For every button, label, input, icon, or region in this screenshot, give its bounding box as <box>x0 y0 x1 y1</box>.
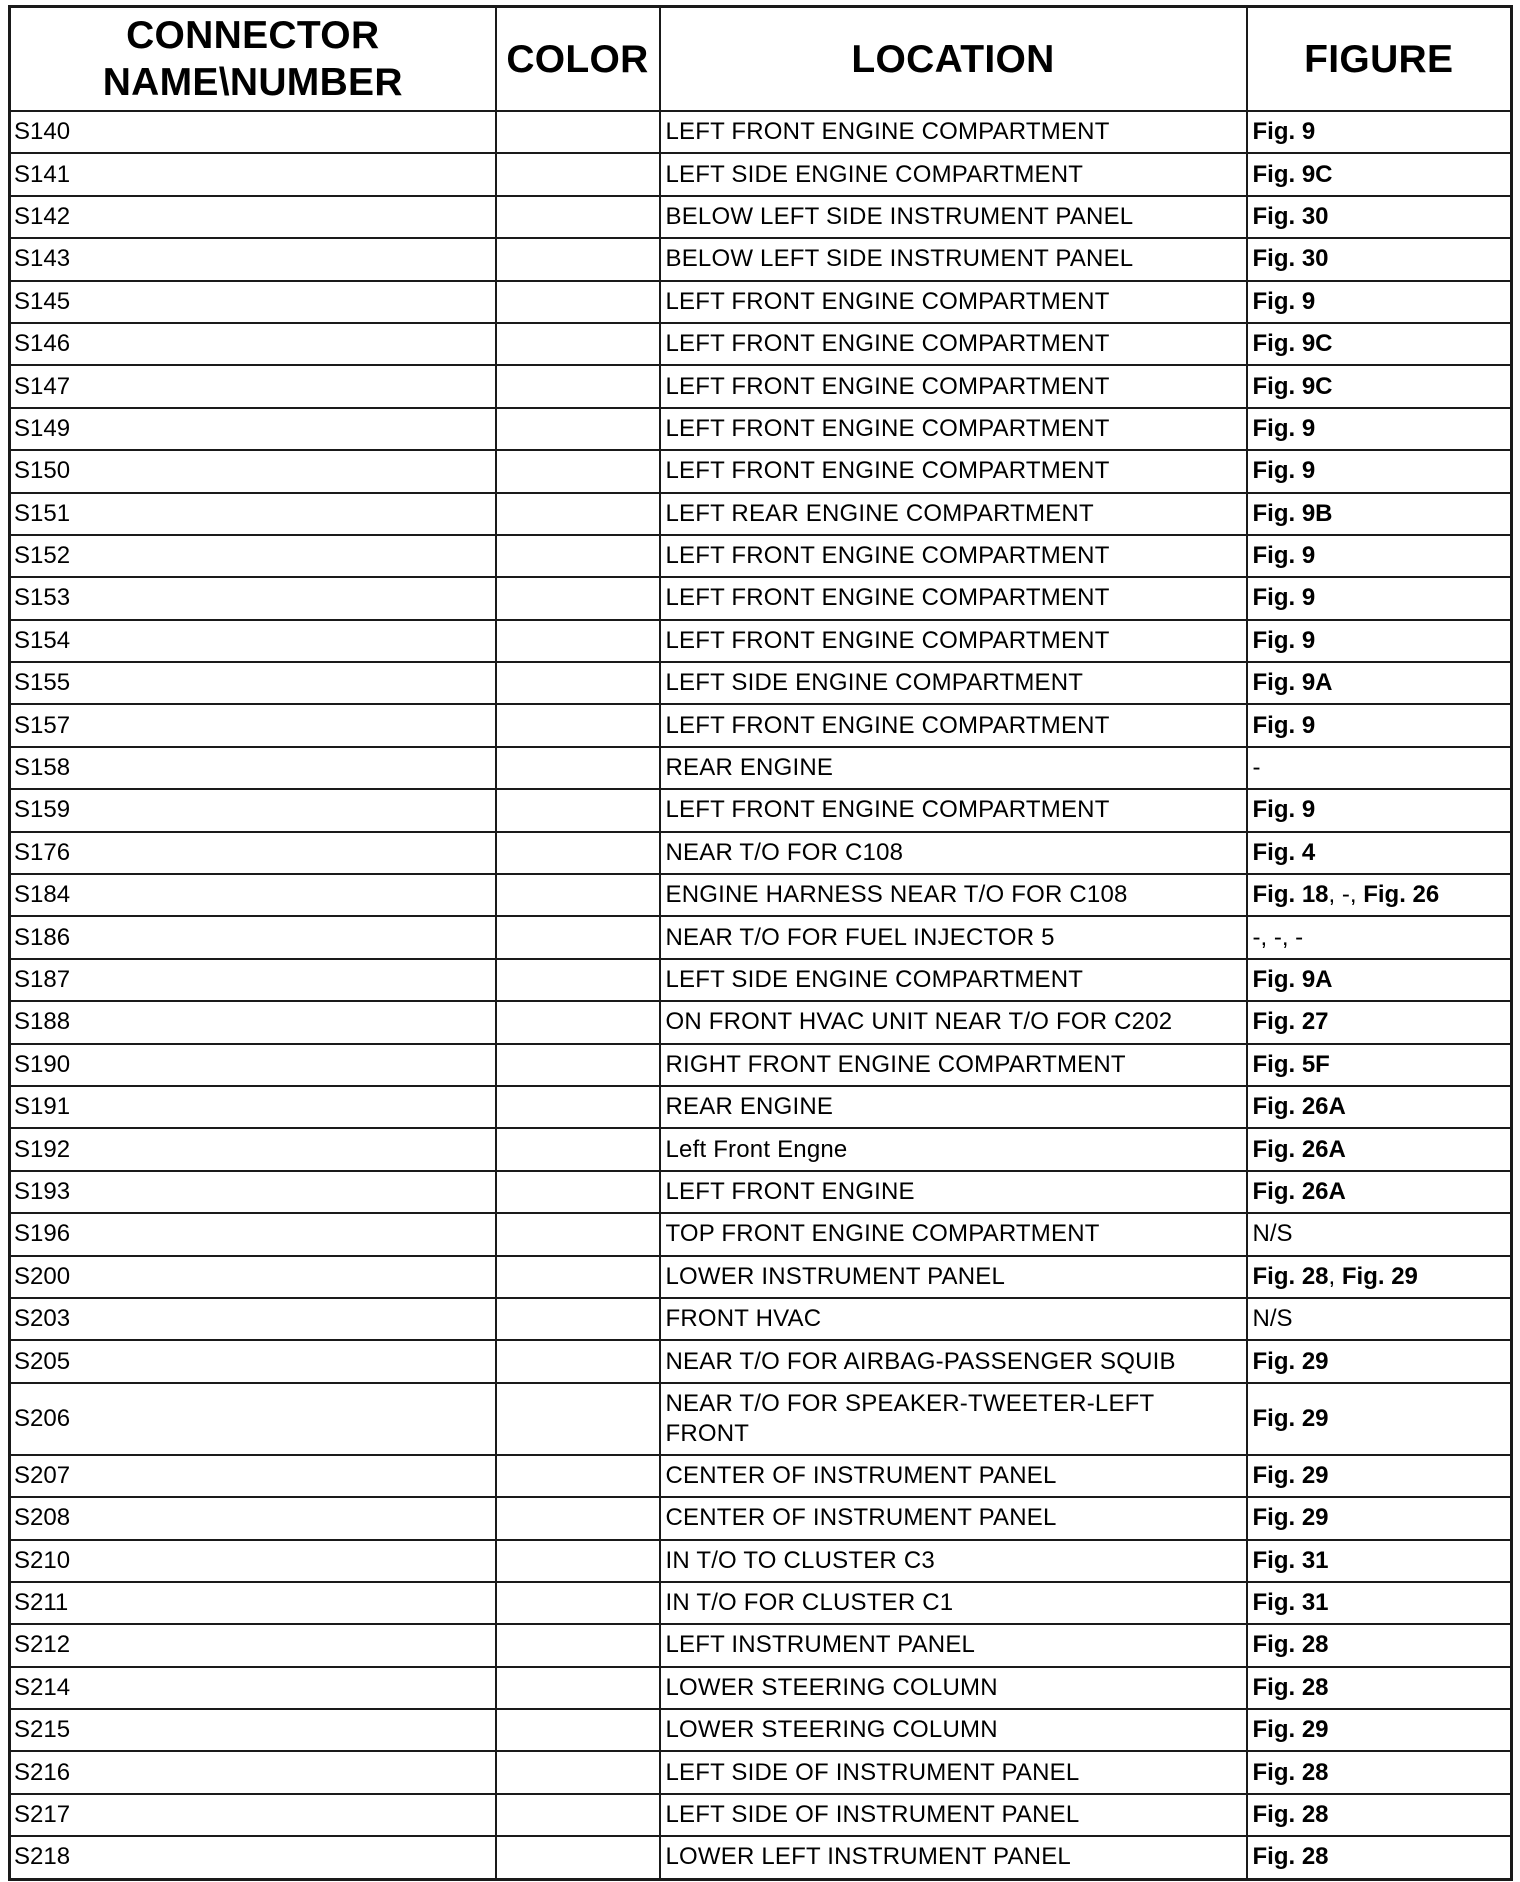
cell-color <box>496 535 660 577</box>
cell-connector-name: S216 <box>10 1751 496 1793</box>
table-row <box>10 1086 1512 1128</box>
cell-location: LOWER STEERING COLUMN <box>660 1667 1247 1709</box>
cell-figure <box>1247 196 1512 238</box>
figure-reference: Fig. 9 <box>1252 542 1316 570</box>
cell-figure <box>1247 1213 1512 1255</box>
cell-color <box>496 916 660 958</box>
cell-figure <box>1247 1836 1512 1879</box>
figure-reference: Fig. 9C <box>1252 160 1333 188</box>
table-row <box>10 323 1512 365</box>
cell-figure <box>1247 1794 1512 1836</box>
figure-reference: Fig. 9B <box>1252 499 1333 527</box>
cell-color <box>496 1340 660 1382</box>
cell-location: NEAR T/O FOR SPEAKER-TWEETER-LEFT FRONT <box>660 1383 1247 1455</box>
figure-reference: - <box>1252 754 1261 782</box>
cell-location: LEFT INSTRUMENT PANEL <box>660 1624 1247 1666</box>
figure-reference: Fig. 29 <box>1341 1262 1418 1290</box>
table-row <box>10 1709 1512 1751</box>
cell-figure <box>1247 704 1512 746</box>
cell-color <box>496 1256 660 1298</box>
figure-reference: Fig. 31 <box>1252 1546 1329 1574</box>
cell-connector-name: S186 <box>10 916 496 958</box>
table-row <box>10 111 1512 153</box>
header-figure: FIGURE <box>1247 7 1512 112</box>
figure-reference: Fig. 9 <box>1252 796 1316 824</box>
cell-location: LEFT FRONT ENGINE COMPARTMENT <box>660 450 1247 492</box>
cell-location: LEFT FRONT ENGINE COMPARTMENT <box>660 704 1247 746</box>
connector-location-sheet <box>8 5 1513 1881</box>
cell-color <box>496 1582 660 1624</box>
cell-figure <box>1247 1540 1512 1582</box>
cell-figure <box>1247 577 1512 619</box>
cell-color <box>496 365 660 407</box>
cell-connector-name: S190 <box>10 1044 496 1086</box>
figure-reference: Fig. 9 <box>1252 118 1316 146</box>
figure-reference: Fig. 28 <box>1252 1262 1329 1290</box>
cell-figure <box>1247 1256 1512 1298</box>
cell-location: REAR ENGINE <box>660 747 1247 789</box>
figure-reference: Fig. 26 <box>1363 881 1440 909</box>
cell-connector-name: S210 <box>10 1540 496 1582</box>
cell-color <box>496 959 660 1001</box>
cell-connector-name: S214 <box>10 1667 496 1709</box>
table-row <box>10 281 1512 323</box>
cell-figure <box>1247 662 1512 704</box>
figure-reference: Fig. 9C <box>1252 372 1333 400</box>
cell-connector-name: S217 <box>10 1794 496 1836</box>
cell-connector-name: S152 <box>10 535 496 577</box>
figure-reference: Fig. 9A <box>1252 966 1333 993</box>
cell-connector-name: S146 <box>10 323 496 365</box>
table-row <box>10 704 1512 746</box>
cell-location: LEFT SIDE OF INSTRUMENT PANEL <box>660 1751 1247 1793</box>
cell-connector-name: S196 <box>10 1213 496 1255</box>
cell-figure <box>1247 1340 1512 1382</box>
table-row <box>10 1298 1512 1340</box>
cell-color <box>496 1497 660 1539</box>
cell-location: NEAR T/O FOR FUEL INJECTOR 5 <box>660 916 1247 958</box>
table-row <box>10 1751 1512 1793</box>
cell-color <box>496 281 660 323</box>
figure-reference: Fig. 30 <box>1252 202 1329 230</box>
table-row <box>10 1624 1512 1666</box>
figure-reference: Fig. 26A <box>1252 1135 1346 1163</box>
table-row <box>10 1171 1512 1213</box>
cell-connector-name: S211 <box>10 1582 496 1624</box>
header-color: COLOR <box>496 7 660 112</box>
cell-figure <box>1247 1001 1512 1043</box>
cell-color <box>496 450 660 492</box>
cell-connector-name: S159 <box>10 789 496 831</box>
figure-reference: Fig. 9 <box>1252 584 1316 612</box>
table-row <box>10 1455 1512 1497</box>
table-row <box>10 1256 1512 1298</box>
cell-connector-name: S176 <box>10 832 496 874</box>
cell-connector-name: S151 <box>10 493 496 535</box>
cell-location: LEFT FRONT ENGINE COMPARTMENT <box>660 789 1247 831</box>
cell-connector-name: S203 <box>10 1298 496 1340</box>
cell-color <box>496 1540 660 1582</box>
cell-figure <box>1247 874 1512 916</box>
cell-color <box>496 1836 660 1879</box>
cell-color <box>496 789 660 831</box>
cell-figure <box>1247 1086 1512 1128</box>
cell-figure <box>1247 1624 1512 1666</box>
cell-figure <box>1247 1497 1512 1539</box>
figure-reference: Fig. 29 <box>1252 1716 1329 1744</box>
figure-reference: , -, <box>1328 881 1364 909</box>
cell-figure <box>1247 620 1512 662</box>
table-row <box>10 408 1512 450</box>
cell-figure <box>1247 1709 1512 1751</box>
cell-location: NEAR T/O FOR C108 <box>660 832 1247 874</box>
cell-connector-name: S149 <box>10 408 496 450</box>
cell-color <box>496 1044 660 1086</box>
cell-location: LEFT SIDE ENGINE COMPARTMENT <box>660 662 1247 704</box>
cell-color <box>496 1001 660 1043</box>
cell-color <box>496 1383 660 1455</box>
cell-figure <box>1247 493 1512 535</box>
cell-figure <box>1247 789 1512 831</box>
cell-location: IN T/O FOR CLUSTER C1 <box>660 1582 1247 1624</box>
cell-location: Left Front Engne <box>660 1128 1247 1170</box>
table-row <box>10 620 1512 662</box>
cell-figure <box>1247 1171 1512 1213</box>
cell-location: LEFT FRONT ENGINE COMPARTMENT <box>660 408 1247 450</box>
cell-color <box>496 493 660 535</box>
cell-connector-name: S206 <box>10 1383 496 1455</box>
cell-connector-name: S147 <box>10 365 496 407</box>
cell-color <box>496 747 660 789</box>
cell-color <box>496 1213 660 1255</box>
figure-reference: Fig. 9 <box>1252 414 1316 442</box>
table-row <box>10 747 1512 789</box>
cell-connector-name: S192 <box>10 1128 496 1170</box>
cell-figure <box>1247 832 1512 874</box>
header-row <box>10 7 1512 112</box>
cell-figure <box>1247 238 1512 280</box>
cell-connector-name: S205 <box>10 1340 496 1382</box>
cell-connector-name: S150 <box>10 450 496 492</box>
cell-connector-name: S141 <box>10 153 496 195</box>
cell-location: LEFT FRONT ENGINE COMPARTMENT <box>660 535 1247 577</box>
cell-location: CENTER OF INSTRUMENT PANEL <box>660 1497 1247 1539</box>
cell-figure <box>1247 1128 1512 1170</box>
cell-color <box>496 111 660 153</box>
cell-color <box>496 1624 660 1666</box>
cell-location: LEFT FRONT ENGINE COMPARTMENT <box>660 620 1247 662</box>
cell-color <box>496 874 660 916</box>
cell-color <box>496 577 660 619</box>
cell-location: LEFT FRONT ENGINE <box>660 1171 1247 1213</box>
figure-reference: Fig. 9C <box>1252 330 1333 358</box>
cell-connector-name: S215 <box>10 1709 496 1751</box>
table-row <box>10 1044 1512 1086</box>
cell-connector-name: S184 <box>10 874 496 916</box>
cell-location: BELOW LEFT SIDE INSTRUMENT PANEL <box>660 196 1247 238</box>
cell-location: IN T/O TO CLUSTER C3 <box>660 1540 1247 1582</box>
table-row <box>10 874 1512 916</box>
cell-connector-name: S187 <box>10 959 496 1001</box>
cell-location: LEFT FRONT ENGINE COMPARTMENT <box>660 111 1247 153</box>
cell-connector-name: S153 <box>10 577 496 619</box>
cell-location: LEFT SIDE OF INSTRUMENT PANEL <box>660 1794 1247 1836</box>
figure-reference: Fig. 5F <box>1252 1050 1330 1078</box>
cell-color <box>496 196 660 238</box>
table-row <box>10 1383 1512 1455</box>
cell-location: LEFT FRONT ENGINE COMPARTMENT <box>660 281 1247 323</box>
cell-location: LEFT SIDE ENGINE COMPARTMENT <box>660 153 1247 195</box>
cell-figure <box>1247 916 1512 958</box>
table-row <box>10 365 1512 407</box>
figure-reference: N/S <box>1252 1220 1293 1248</box>
cell-color <box>496 1171 660 1213</box>
cell-color <box>496 1455 660 1497</box>
figure-reference: N/S <box>1252 1305 1293 1333</box>
cell-location: LEFT FRONT ENGINE COMPARTMENT <box>660 323 1247 365</box>
cell-connector-name: S212 <box>10 1624 496 1666</box>
cell-location: BELOW LEFT SIDE INSTRUMENT PANEL <box>660 238 1247 280</box>
cell-connector-name: S191 <box>10 1086 496 1128</box>
cell-figure <box>1247 535 1512 577</box>
cell-figure <box>1247 1298 1512 1340</box>
header-location: LOCATION <box>660 7 1247 112</box>
table-row <box>10 238 1512 280</box>
figure-reference: Fig. 9A <box>1252 669 1333 697</box>
cell-color <box>496 408 660 450</box>
cell-color <box>496 1794 660 1836</box>
cell-color <box>496 1298 660 1340</box>
table-row <box>10 1213 1512 1255</box>
cell-color <box>496 238 660 280</box>
connector-table <box>8 5 1513 1881</box>
table-row <box>10 916 1512 958</box>
figure-reference: Fig. 29 <box>1252 1404 1329 1432</box>
cell-location: FRONT HVAC <box>660 1298 1247 1340</box>
cell-location: LEFT REAR ENGINE COMPARTMENT <box>660 493 1247 535</box>
header-connector-line2: NAME\NUMBER <box>102 61 403 104</box>
figure-reference: Fig. 28 <box>1252 1758 1329 1786</box>
cell-color <box>496 1086 660 1128</box>
cell-color <box>496 323 660 365</box>
figure-reference: Fig. 28 <box>1252 1631 1329 1659</box>
cell-figure <box>1247 747 1512 789</box>
cell-figure <box>1247 323 1512 365</box>
cell-color <box>496 1709 660 1751</box>
figure-reference: Fig. 9 <box>1252 711 1316 739</box>
figure-reference: Fig. 31 <box>1252 1589 1329 1617</box>
cell-connector-name: S154 <box>10 620 496 662</box>
figure-reference: Fig. 28 <box>1252 1801 1329 1829</box>
cell-location: ON FRONT HVAC UNIT NEAR T/O FOR C202 <box>660 1001 1247 1043</box>
cell-location: LOWER LEFT INSTRUMENT PANEL <box>660 1836 1247 1879</box>
cell-color <box>496 1751 660 1793</box>
cell-location: ENGINE HARNESS NEAR T/O FOR C108 <box>660 874 1247 916</box>
cell-location: LEFT FRONT ENGINE COMPARTMENT <box>660 577 1247 619</box>
table-row <box>10 1128 1512 1170</box>
figure-reference: Fig. 30 <box>1252 245 1329 273</box>
table-row <box>10 1497 1512 1539</box>
table-row <box>10 153 1512 195</box>
figure-reference: Fig. 26A <box>1252 1093 1346 1121</box>
table-row <box>10 1340 1512 1382</box>
figure-reference: Fig. 29 <box>1252 1347 1329 1375</box>
cell-connector-name: S200 <box>10 1256 496 1298</box>
cell-connector-name: S157 <box>10 704 496 746</box>
cell-connector-name: S208 <box>10 1497 496 1539</box>
header-connector-name <box>10 7 496 112</box>
figure-reference: Fig. 27 <box>1252 1008 1329 1036</box>
cell-figure <box>1247 1044 1512 1086</box>
cell-color <box>496 153 660 195</box>
cell-color <box>496 1667 660 1709</box>
table-row <box>10 832 1512 874</box>
cell-location: LOWER INSTRUMENT PANEL <box>660 1256 1247 1298</box>
cell-figure <box>1247 408 1512 450</box>
table-header <box>10 7 1512 112</box>
figure-reference: Fig. 9 <box>1252 457 1316 485</box>
cell-location: LOWER STEERING COLUMN <box>660 1709 1247 1751</box>
table-row <box>10 1794 1512 1836</box>
cell-figure <box>1247 1455 1512 1497</box>
table-row <box>10 789 1512 831</box>
figure-reference: Fig. 18 <box>1252 881 1329 909</box>
figure-reference: Fig. 29 <box>1252 1504 1329 1532</box>
cell-figure <box>1247 111 1512 153</box>
cell-connector-name: S145 <box>10 281 496 323</box>
cell-location: CENTER OF INSTRUMENT PANEL <box>660 1455 1247 1497</box>
header-connector-line1: CONNECTOR <box>126 14 380 57</box>
figure-reference: Fig. 9 <box>1252 626 1316 654</box>
cell-location: REAR ENGINE <box>660 1086 1247 1128</box>
cell-location: LEFT FRONT ENGINE COMPARTMENT <box>660 365 1247 407</box>
cell-connector-name: S207 <box>10 1455 496 1497</box>
table-row <box>10 493 1512 535</box>
cell-figure <box>1247 1383 1512 1455</box>
table-row <box>10 196 1512 238</box>
cell-figure <box>1247 1751 1512 1793</box>
cell-color <box>496 620 660 662</box>
cell-figure <box>1247 959 1512 1001</box>
cell-figure <box>1247 1582 1512 1624</box>
table-row <box>10 1540 1512 1582</box>
cell-figure <box>1247 153 1512 195</box>
table-body <box>10 111 1512 1879</box>
cell-color <box>496 662 660 704</box>
cell-connector-name: S193 <box>10 1171 496 1213</box>
cell-location: RIGHT FRONT ENGINE COMPARTMENT <box>660 1044 1247 1086</box>
cell-color <box>496 832 660 874</box>
figure-reference: Fig. 28 <box>1252 1673 1329 1701</box>
figure-reference: , <box>1328 1262 1342 1290</box>
table-row <box>10 577 1512 619</box>
cell-location: TOP FRONT ENGINE COMPARTMENT <box>660 1213 1247 1255</box>
table-row <box>10 450 1512 492</box>
cell-connector-name: S142 <box>10 196 496 238</box>
cell-location: NEAR T/O FOR AIRBAG-PASSENGER SQUIB <box>660 1340 1247 1382</box>
table-row <box>10 1667 1512 1709</box>
cell-location: LEFT SIDE ENGINE COMPARTMENT <box>660 959 1247 1001</box>
cell-connector-name: S158 <box>10 747 496 789</box>
table-row <box>10 535 1512 577</box>
table-row <box>10 1836 1512 1879</box>
cell-connector-name: S143 <box>10 238 496 280</box>
cell-figure <box>1247 1667 1512 1709</box>
figure-reference: Fig. 28 <box>1252 1843 1329 1871</box>
table-row <box>10 662 1512 704</box>
cell-figure <box>1247 281 1512 323</box>
cell-connector-name: S218 <box>10 1836 496 1879</box>
cell-color <box>496 1128 660 1170</box>
cell-figure <box>1247 365 1512 407</box>
figure-reference: Fig. 4 <box>1252 838 1316 866</box>
figure-reference: Fig. 9 <box>1252 287 1316 315</box>
figure-reference: -, -, - <box>1252 923 1304 951</box>
figure-reference: Fig. 26A <box>1252 1177 1346 1205</box>
cell-connector-name: S188 <box>10 1001 496 1043</box>
cell-color <box>496 704 660 746</box>
cell-connector-name: S155 <box>10 662 496 704</box>
table-row <box>10 1582 1512 1624</box>
figure-reference: Fig. 29 <box>1252 1461 1329 1489</box>
cell-connector-name: S140 <box>10 111 496 153</box>
cell-figure <box>1247 450 1512 492</box>
table-row <box>10 1001 1512 1043</box>
table-row <box>10 959 1512 1001</box>
